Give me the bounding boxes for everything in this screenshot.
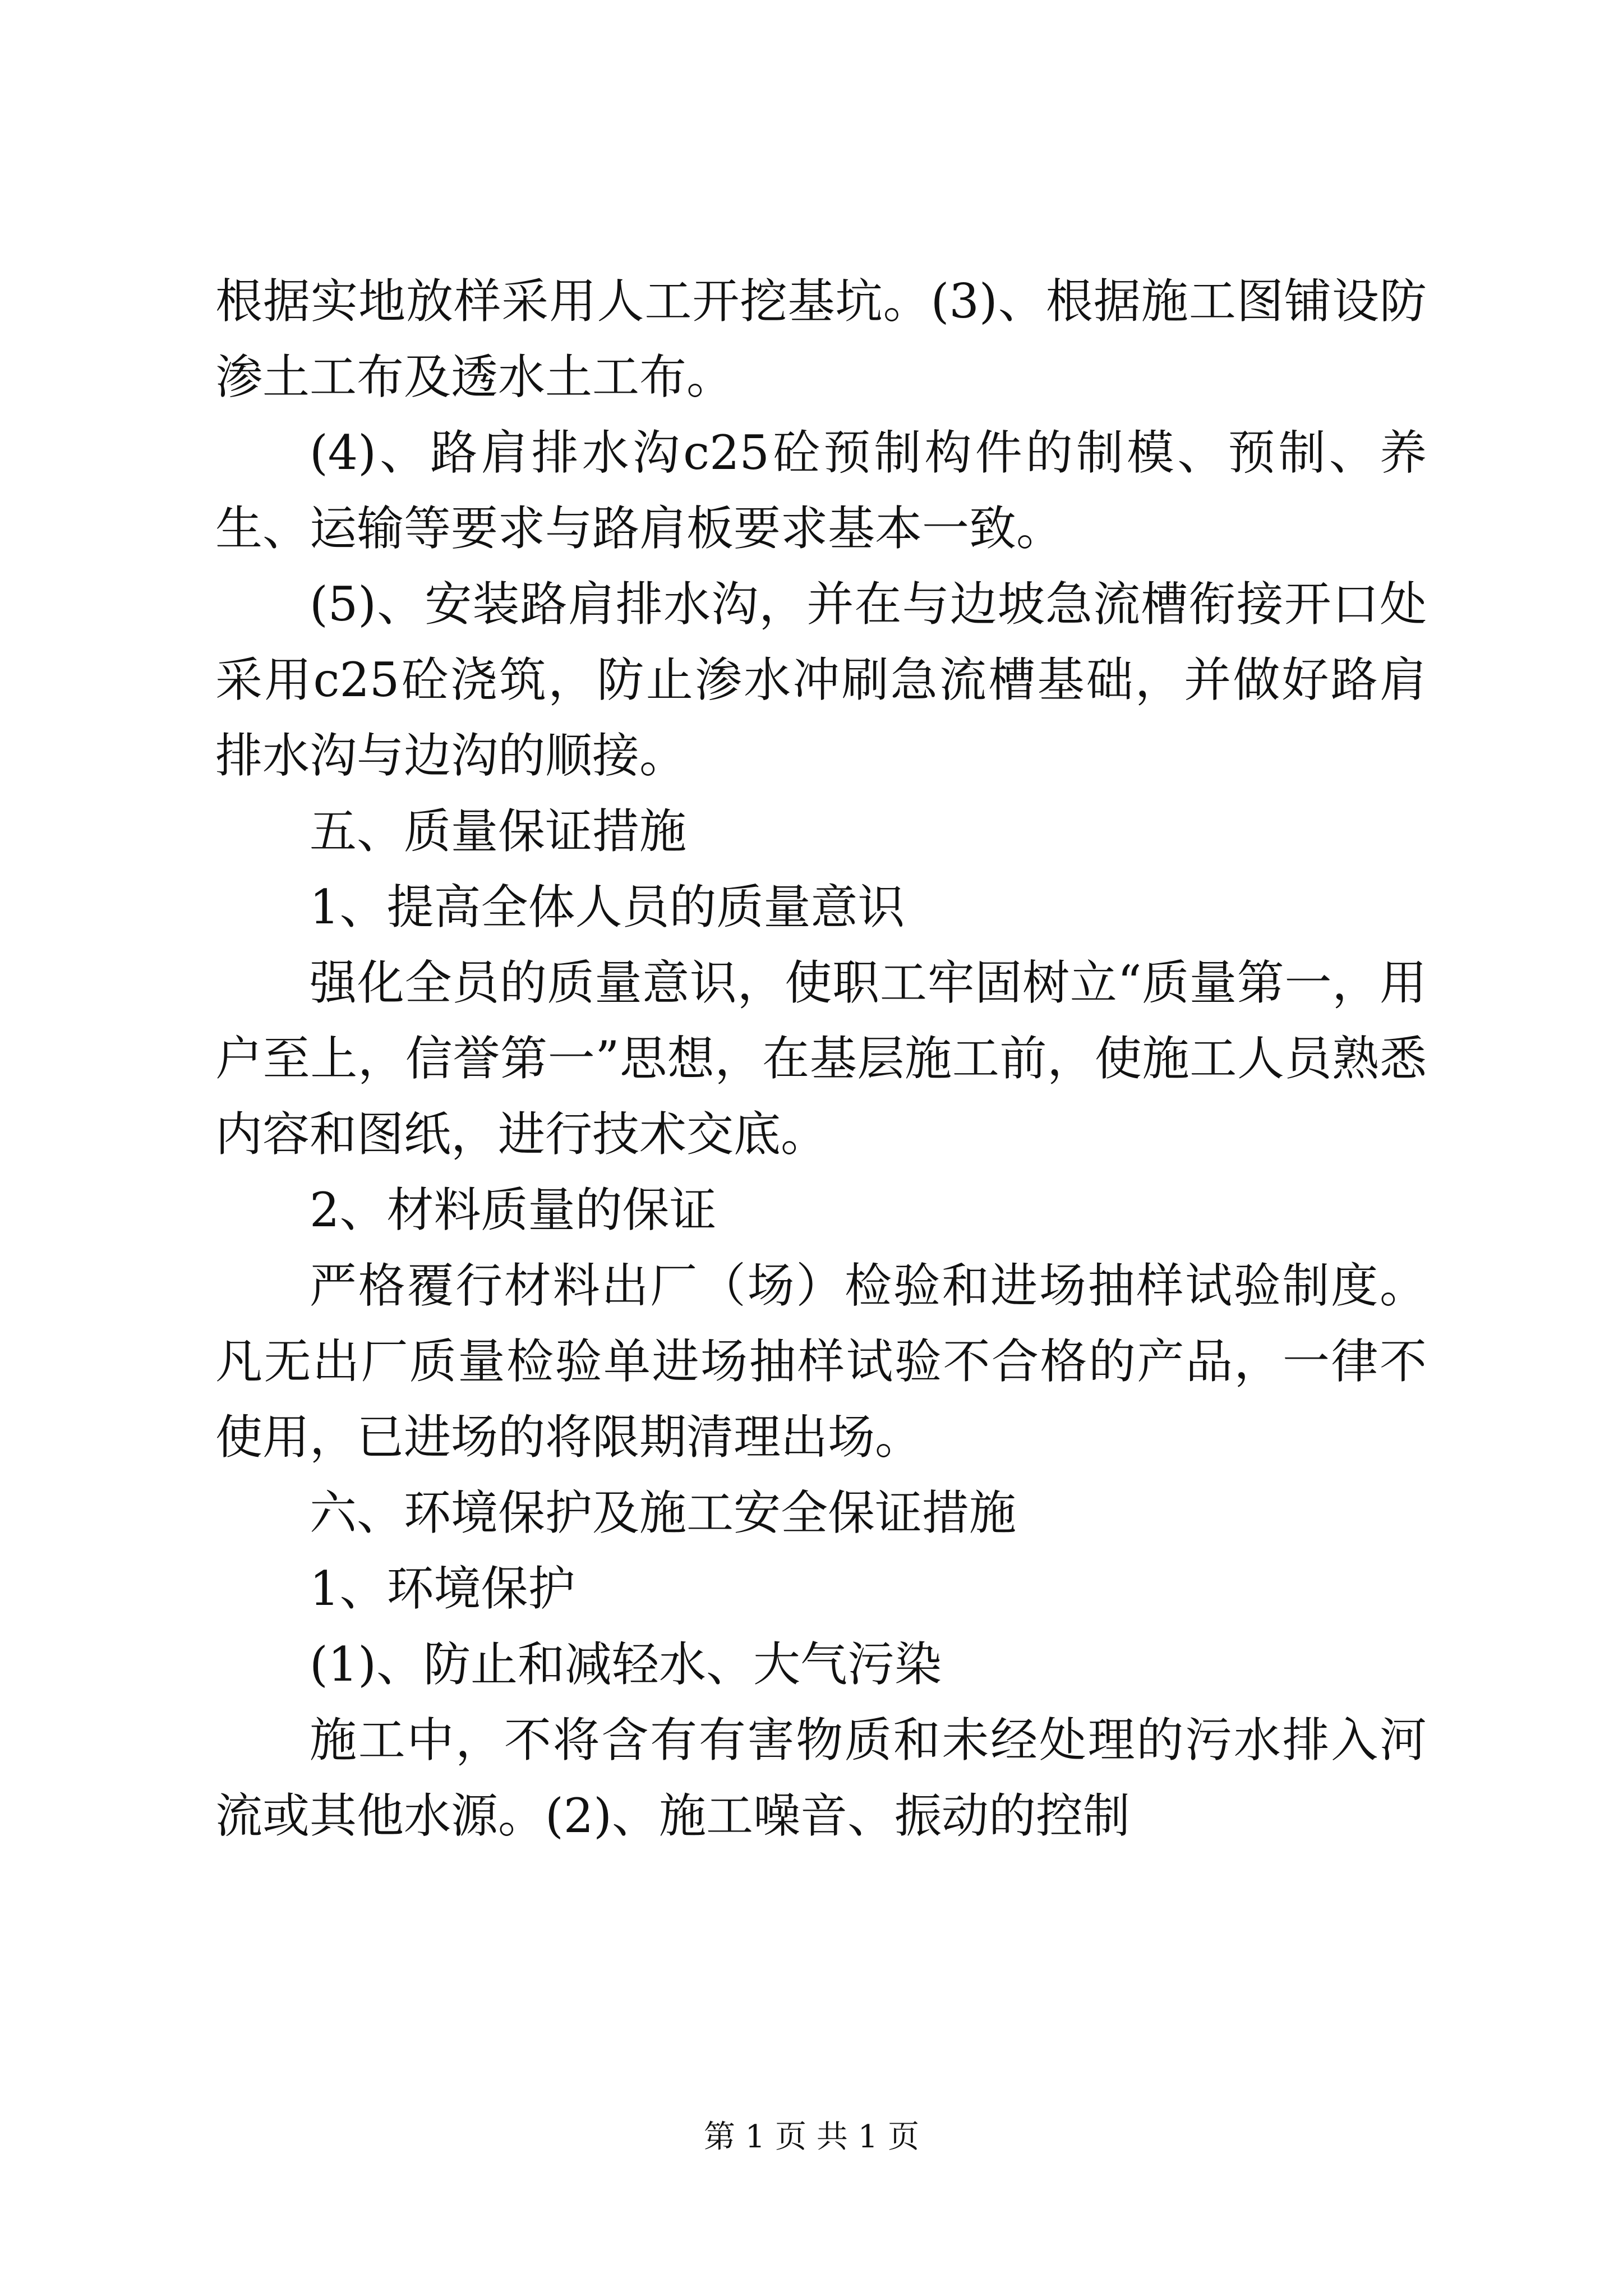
page-footer: 第 1 页 共 1 页 [703,2119,920,2155]
paragraph-2: (4)、路肩排水沟c25砼预制构件的制模、预制、养生、运输等要求与路肩板要求基本一致。 [215,425,1427,556]
subheading-pollution: (1)、防止和减轻水、大气污染 [310,1637,942,1692]
paragraph-3: (5)、安装路肩排水沟，并在与边坡急流槽衔接开口处采用c25砼浇筑，防止渗水冲刷急流槽基础，并做好路肩排水沟与边沟的顺接。 [215,577,1427,783]
subheading-environment: 1、环境保护 [310,1561,575,1616]
paragraph-awareness: 强化全员的质量意识，使职工牢固树立“质量第一，用户至上，信誉第一”思想，在基层施工前，使施工人员熟悉内容和图纸，进行技术交底。 [215,955,1427,1162]
document-body [215,264,1427,1854]
subheading-materials: 2、材料质量的保证 [310,1182,717,1237]
section-heading-quality: 五、质量保证措施 [310,804,687,859]
paragraph-pollution: 施工中，不将含有有害物质和未经处理的污水排入河流或其他水源。(2)、施工噪音、振动的控制 [215,1713,1427,1843]
section-heading-environment: 六、环境保护及施工安全保证措施 [310,1485,1017,1540]
paragraph-materials: 严格覆行材料出厂（场）检验和进场抽样试验制度。凡无出厂质量检验单进场抽样试验不合格的产品，一律不使用，已进场的将限期清理出场。 [215,1258,1427,1465]
subheading-awareness: 1、提高全体人员的质量意识 [310,880,905,935]
paragraph-1: 根据实地放样采用人工开挖基坑。(3)、根据施工图铺设防渗土工布及透水土工布。 [215,274,1427,404]
